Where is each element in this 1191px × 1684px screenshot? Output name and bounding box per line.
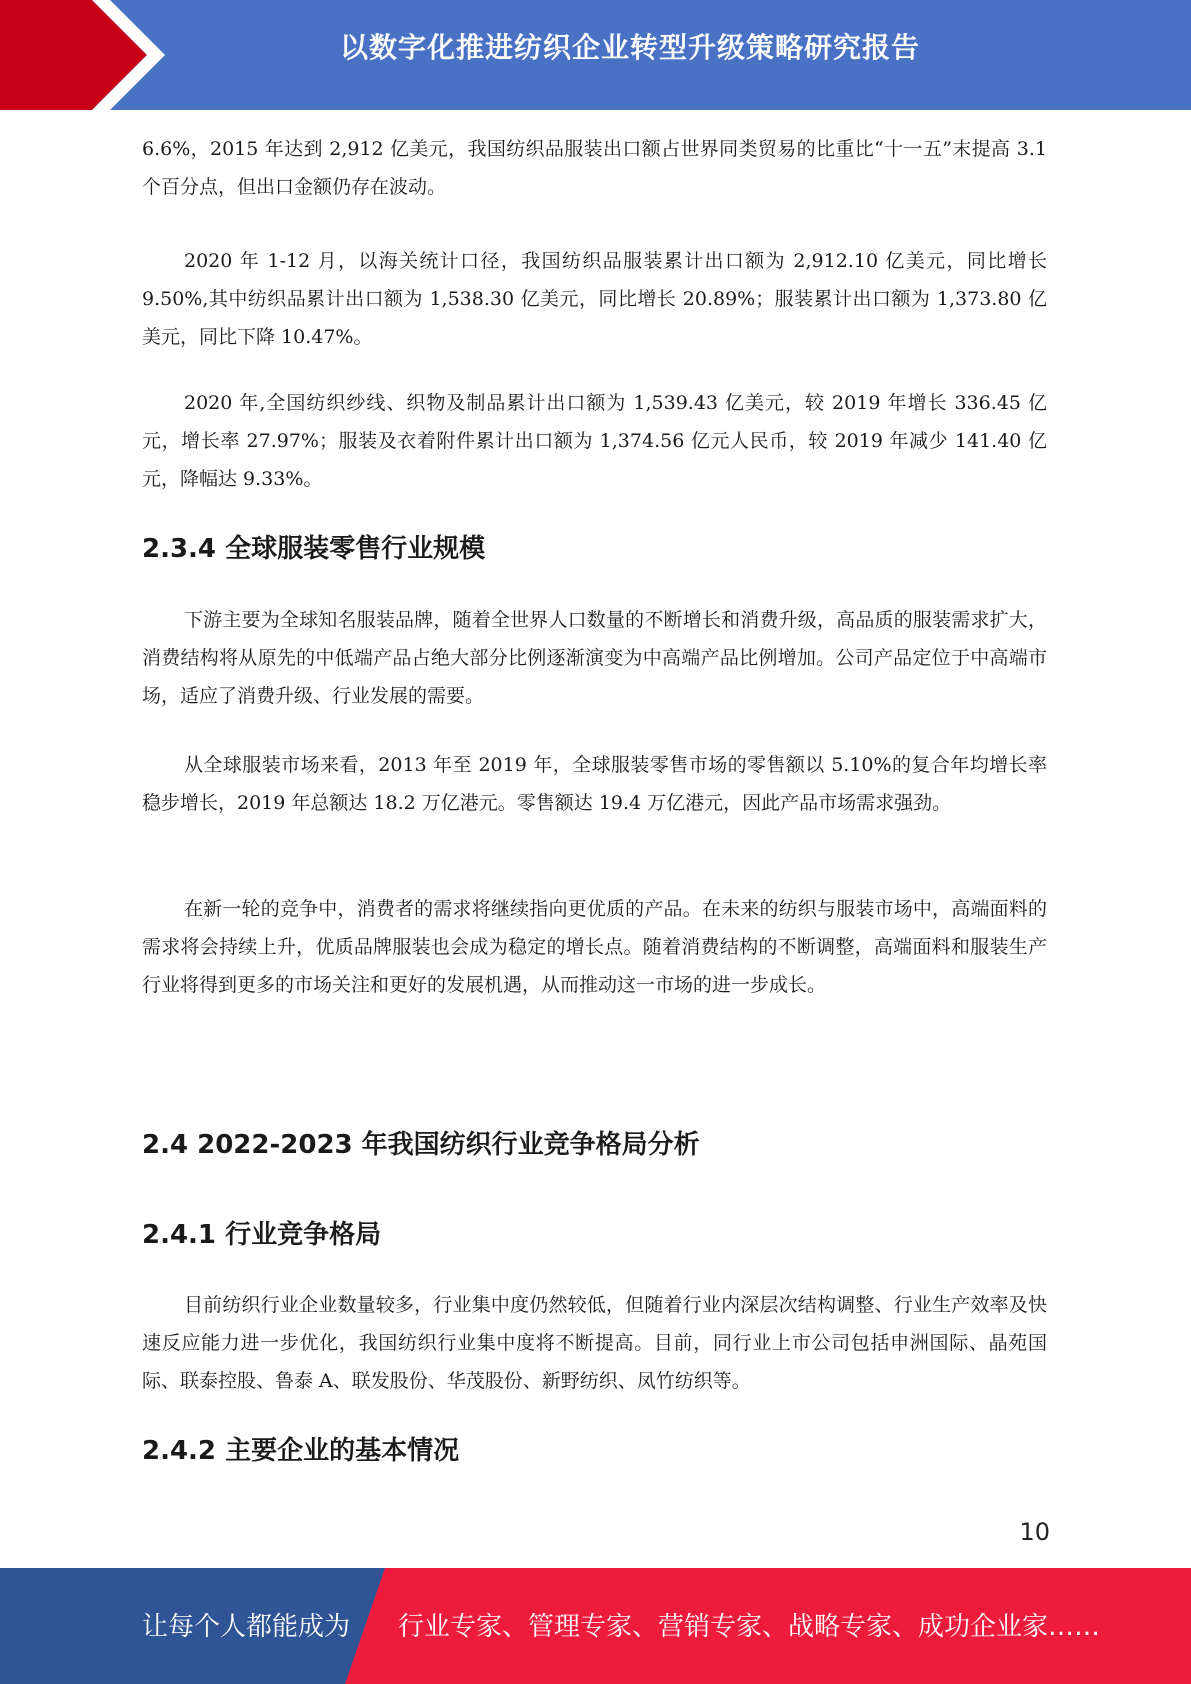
- paragraph: 下游主要为全球知名服装品牌，随着全世界人口数量的不断增长和消费升级，高品质的服装需求扩大，消费结构将从原先的中低端产品占绝大部分比例逐渐演变为中高端产品比例增加。公司产品定位于中高端市场，适应了消费升级、行业发展的需要。: [142, 609, 1047, 707]
- paragraph: 目前纺织行业企业数量较多，行业集中度仍然较低，但随着行业内深层次结构调整、行业生产效率及快速反应能力进一步优化，我国纺织行业集中度将不断提高。目前，同行业上市公司包括申洲国际、晶苑国际、联泰控股、鲁泰 A、联发股份、华茂股份、新野纺织、凤竹纺织等。: [142, 1294, 1047, 1392]
- page-footer: [0, 1568, 1191, 1684]
- paragraph: 2020 年 1-12 月，以海关统计口径，我国纺织品服装累计出口额为 2,912.10 亿美元，同比增长 9.50%,其中纺织品累计出口额为 1,538.30 亿美元，同比增长 20.89%；服装累计出口额为 1,373.80 亿美元，同比下降 10.47%。: [142, 250, 1047, 348]
- paragraph: 2020 年,全国纺织纱线、织物及制品累计出口额为 1,539.43 亿美元，较 2019 年增长 336.45 亿元，增长率 27.97%；服装及衣着附件累计出口额为 1,374.56 亿元人民币，较 2019 年减少 141.40 亿元，降幅达 9.33%。: [142, 392, 1047, 490]
- section-heading: 2.3.4 全球服装零售行业规模: [142, 534, 486, 564]
- section-heading: 2.4.2 主要企业的基本情况: [142, 1436, 460, 1466]
- paragraph: 6.6%，2015 年达到 2,912 亿美元，我国纺织品服装出口额占世界同类贸易的比重比“十一五”末提高 3.1 个百分点，但出口金额仍存在波动。: [142, 138, 1047, 198]
- page-header: [0, 0, 1191, 110]
- section-heading: 2.4 2022-2023 年我国纺织行业竞争格局分析: [142, 1130, 700, 1160]
- section-heading: 2.4.1 行业竞争格局: [142, 1220, 382, 1250]
- footer-slogan-right: 行业专家、管理专家、营销专家、战略专家、成功企业家……: [398, 1612, 1101, 1642]
- footer-slogan-left: 让每个人都能成为: [142, 1612, 351, 1642]
- report-title: 以数字化推进纺织企业转型升级策略研究报告: [339, 31, 920, 64]
- page-number: 10: [1019, 1518, 1050, 1546]
- paragraph: 在新一轮的竞争中，消费者的需求将继续指向更优质的产品。在未来的纺织与服装市场中，高端面料的需求将会持续上升，优质品牌服装也会成为稳定的增长点。随着消费结构的不断调整，高端面料和服装生产行业将得到更多的市场关注和更好的发展机遇，从而推动这一市场的进一步成长。: [142, 898, 1047, 996]
- paragraph: 从全球服装市场来看，2013 年至 2019 年，全球服装零售市场的零售额以 5.10%的复合年均增长率稳步增长，2019 年总额达 18.2 万亿港元。零售额达 19.4 万亿港元，因此产品市场需求强劲。: [142, 754, 1047, 814]
